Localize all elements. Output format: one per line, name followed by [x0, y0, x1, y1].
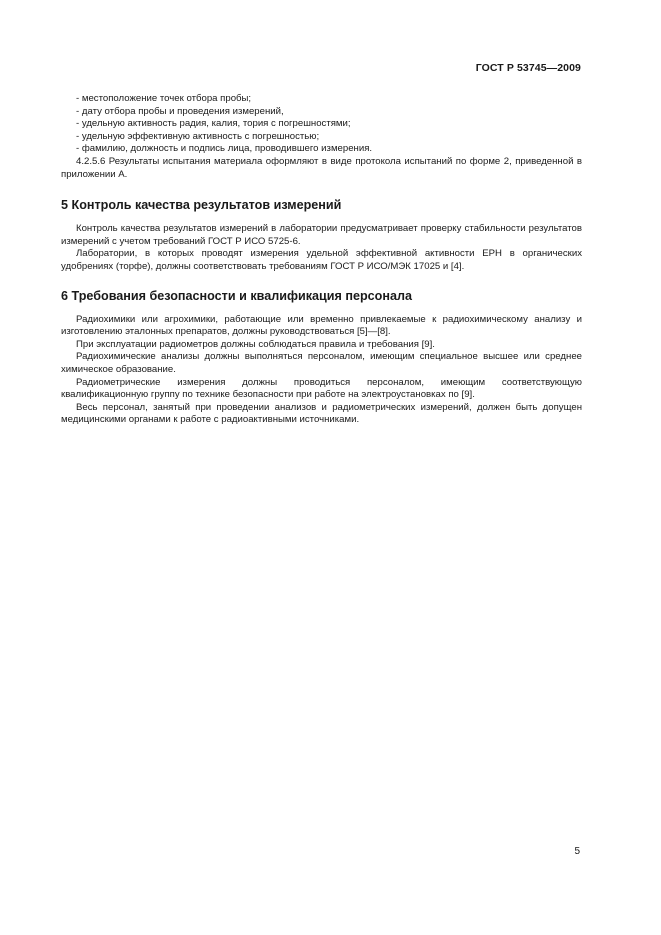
page-number: 5 — [574, 846, 580, 857]
section-6-paragraph: При эксплуатации радиометров должны соблюдаться правила и требования [9]. — [76, 338, 435, 350]
list-item: - местоположение точек отбора пробы; — [76, 93, 252, 104]
section-6-paragraph: Радиохимики или агрохимики, работающие или временно привлекаемые к радиохимическому анализу и изготовлению эталонных препаратов, должны руководствоваться [5]—[8]. — [61, 313, 582, 338]
document-header-id: ГОСТ Р 53745—2009 — [475, 62, 581, 74]
section-6-title: 6 Требования безопасности и квалификация персонала — [61, 288, 412, 303]
section-5-paragraph: Контроль качества результатов измерений в лаборатории предусматривает проверку стабильности результатов измерений с учетом требований ГОСТ Р ИСО 5725-6. — [61, 223, 582, 247]
section-6-paragraph: Весь персонал, занятый при проведении анализов и радиометрических измерений, должен быть допущен медицинскими органами к работе с радиоактивными источниками. — [61, 401, 582, 426]
list-item: - фамилию, должность и подпись лица, проводившего измерения. — [76, 143, 373, 155]
measurement-record-list — [61, 93, 582, 156]
list-item: - удельную эффективную активность с погрешностью; — [76, 130, 320, 142]
section-5-title: 5 Контроль качества результатов измерений — [61, 198, 342, 213]
section-6-paragraph: Радиометрические измерения должны проводиться персоналом, имеющим соответствующую квалификационную группу по технике безопасности при работе на электроустановках по [9]. — [61, 376, 582, 401]
list-item: - дату отбора пробы и проведения измерений, — [76, 105, 284, 117]
list-item: - удельную активность радия, калия, тория с погрешностями; — [76, 118, 351, 130]
section-5-paragraph: Лаборатории, в которых проводят измерения удельной эффективной активности ЕРН в органических удобрениях (торфе), должны соответствовать требованиям ГОСТ Р ИСО/МЭК 17025 и [4]. — [61, 248, 582, 272]
paragraph-4-2-5-6: 4.2.5.6 Результаты испытания материала оформляют в виде протокола испытаний по форме 2, приведенной в приложении А. — [61, 155, 582, 180]
section-6-paragraph: Радиохимические анализы должны выполняться персоналом, имеющим специальное высшее или среднее химическое образование. — [61, 351, 582, 375]
page-content — [61, 93, 582, 427]
